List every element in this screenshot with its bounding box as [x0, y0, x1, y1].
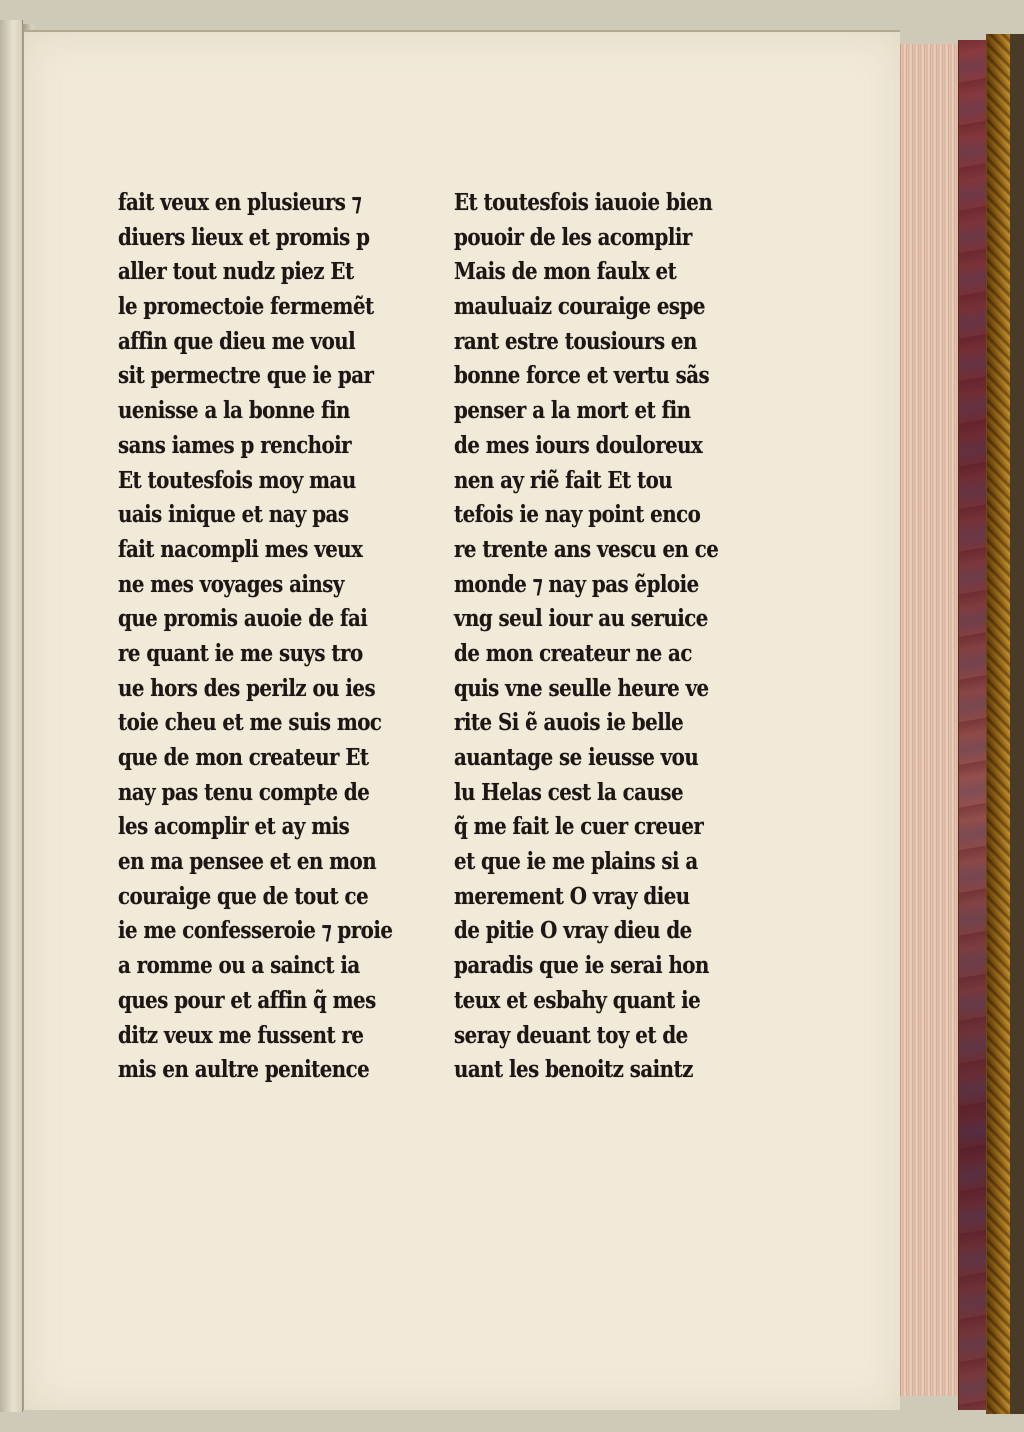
text-line: que promis auoie de fai: [118, 605, 368, 633]
text-line: nay pas tenu compte de: [118, 778, 370, 806]
text-line: ditz veux me fussent re: [118, 1021, 364, 1049]
text-line: mauluaiz couraige espe: [454, 293, 705, 321]
text-line: de mes iours douloreux: [454, 431, 703, 459]
text-line: tefois ie nay point enco: [454, 501, 701, 529]
binding-edge: [1010, 34, 1024, 1414]
text-line: de pitie O vray dieu de: [454, 917, 692, 945]
text-line: rite Si ẽ auois ie belle: [454, 709, 684, 737]
text-line: q̃ me fait le cuer creuer: [454, 813, 704, 841]
text-line: quis vne seulle heure ve: [454, 674, 709, 702]
text-line: lu Helas cest la cause: [454, 778, 684, 806]
text-line: paradis que ie serai hon: [454, 952, 709, 980]
text-line: ie me confesseroie ⁊ proie: [118, 917, 393, 945]
text-line: ques pour et affin q̃ mes: [118, 986, 376, 1014]
text-line: toie cheu et me suis moc: [118, 709, 382, 737]
text-line: penser a la mort et fin: [454, 397, 691, 425]
text-line: Mais de mon faulx et: [454, 258, 677, 286]
text-line: rant estre tousiours en: [454, 327, 697, 355]
gilt-tooled-edge: [986, 34, 1012, 1414]
text-line: Et toutesfois iauoie bien: [454, 189, 713, 216]
text-line: vng seul iour au seruice: [454, 605, 708, 633]
text-line: affin que dieu me voul: [118, 327, 356, 355]
text-line: Et toutesfois moy mau: [118, 466, 356, 494]
text-line: diuers lieux et promis p: [118, 223, 370, 251]
text-line: uenisse a la bonne fin: [118, 397, 350, 425]
text-line: auantage se ieusse vou: [454, 744, 699, 771]
text-line: re quant ie me suys tro: [118, 639, 363, 667]
text-line: merement O vray dieu: [454, 882, 690, 910]
text-line: mis en aultre penitence: [118, 1056, 370, 1084]
text-line: que de mon createur Et: [118, 744, 369, 771]
text-line: en ma pensee et en mon: [118, 848, 377, 876]
text-line: ne mes voyages ainsy: [118, 570, 344, 598]
text-column-right: [454, 186, 744, 1088]
text-line: les acomplir et ay mis: [118, 813, 350, 841]
text-column-left: [118, 186, 408, 1088]
text-line: sit permectre que ie par: [118, 362, 374, 390]
text-line: bonne force et vertu sãs: [454, 362, 710, 390]
text-line: nen ay riẽ fait Et tou: [454, 466, 673, 494]
text-line: teux et esbahy quant ie: [454, 986, 701, 1014]
text-line: seray deuant toy et de: [454, 1021, 688, 1049]
text-line: a romme ou a sainct ia: [118, 952, 360, 980]
text-line: et que ie me plains si a: [454, 848, 698, 876]
text-line: aller tout nudz piez Et: [118, 258, 354, 286]
facing-page-edge: [0, 20, 23, 1412]
text-line: re trente ans vescu en ce: [454, 535, 719, 563]
text-line: monde ⁊ nay pas ẽploie: [454, 570, 699, 598]
text-line: fait veux en plusieurs ⁊: [118, 189, 362, 216]
text-line: ue hors des perilz ou ies: [118, 674, 376, 702]
marbled-cover-board: [958, 40, 987, 1410]
page-block-edges: [900, 44, 959, 1396]
text-line: pouoir de les acomplir: [454, 223, 692, 251]
text-line: de mon createur ne ac: [454, 639, 692, 667]
text-line: fait nacompli mes veux: [118, 535, 363, 563]
text-line: couraige que de tout ce: [118, 882, 369, 910]
text-line: uais inique et nay pas: [118, 501, 349, 529]
text-line: le promectoie fermemẽt: [118, 293, 374, 321]
text-line: sans iames p renchoir: [118, 431, 352, 459]
text-line: uant les benoitz saintz: [454, 1056, 693, 1084]
